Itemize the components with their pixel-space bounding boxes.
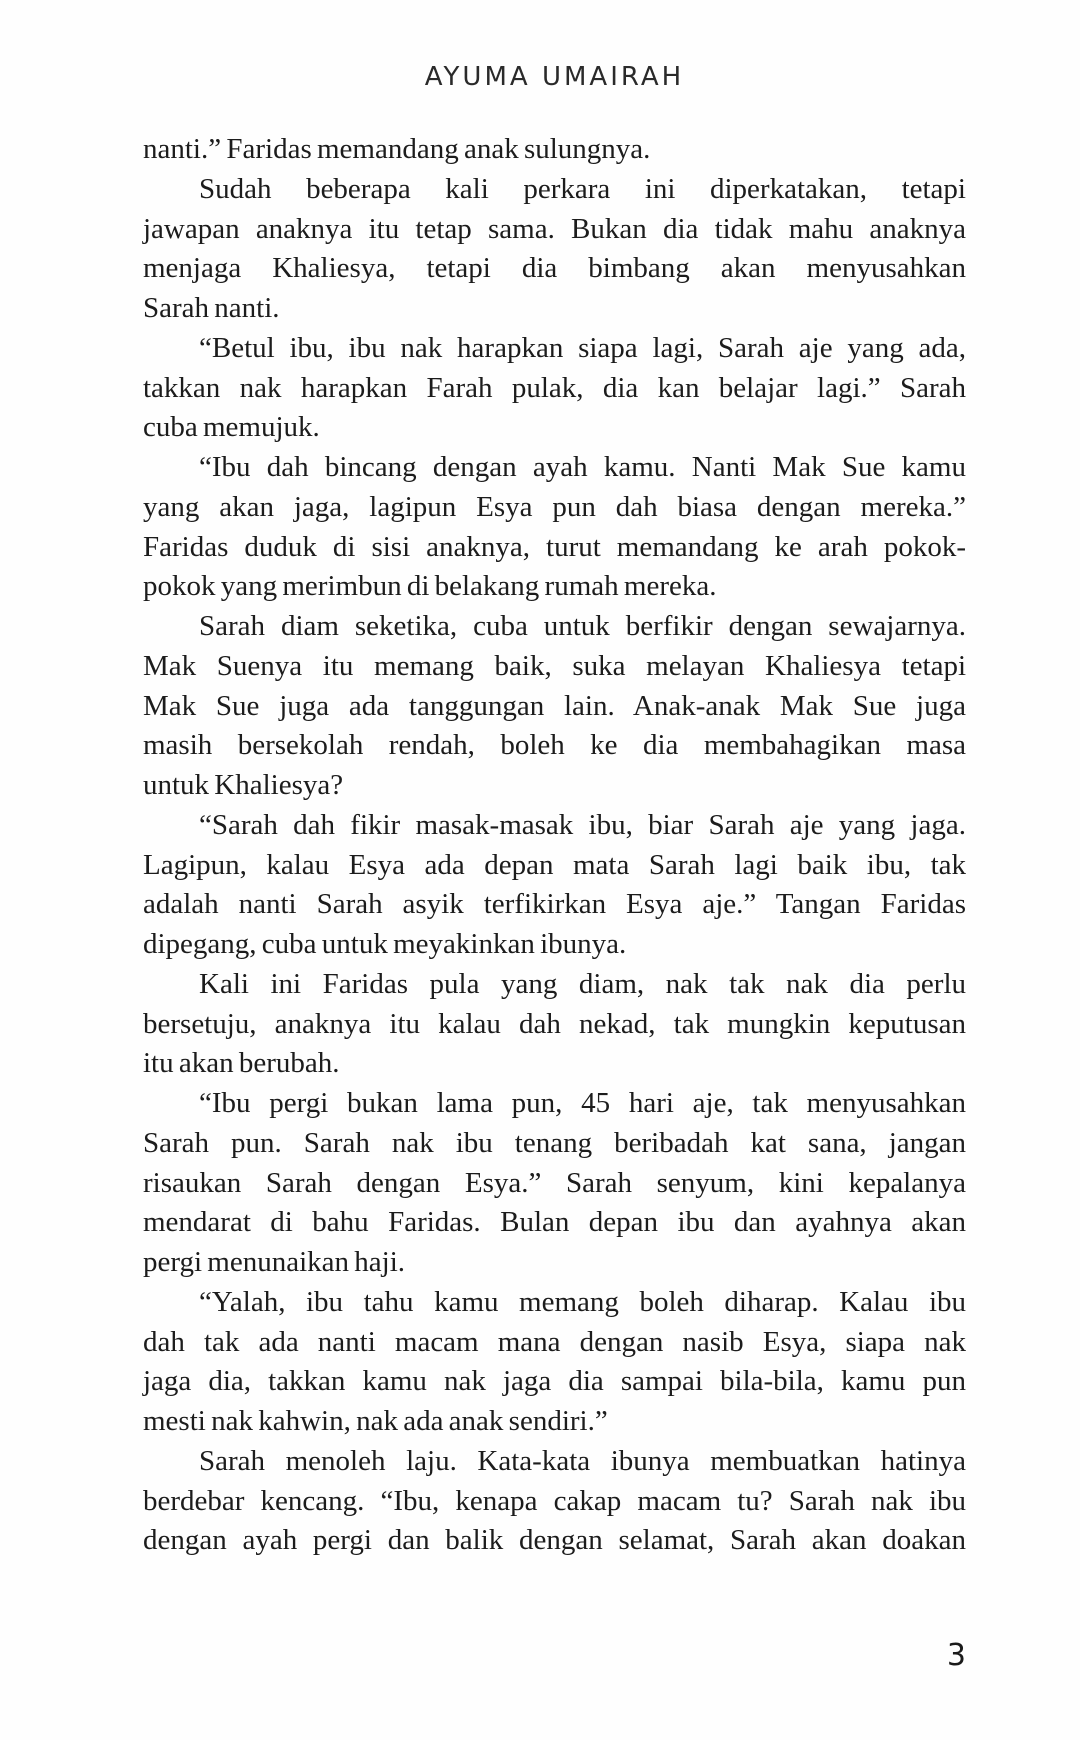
text-line: itu akan berubah. xyxy=(143,1047,340,1080)
text-line: berdebar kencang. “Ibu, kenapa cakap macam tu? Sarah nak ibu xyxy=(143,1484,966,1517)
body-text-column xyxy=(143,130,966,1561)
text-line: pergi menunaikan haji. xyxy=(143,1246,406,1278)
text-line: masih bersekolah rendah, boleh ke dia membahagikan masa xyxy=(143,729,966,762)
text-line: mesti nak kahwin, nak ada anak sendiri.” xyxy=(143,1405,608,1437)
text-line: jaga dia, takkan kamu nak jaga dia sampai bila-bila, kamu pun xyxy=(143,1365,966,1398)
text-line: risaukan Sarah dengan Esya.” Sarah senyum, kini kepalanya xyxy=(143,1166,966,1199)
text-line: “Ibu dah bincang dengan ayah kamu. Nanti Mak Sue kamu xyxy=(199,451,966,483)
page-number: 3 xyxy=(946,1638,966,1673)
text-line: Lagipun, kalau Esya ada depan mata Sarah lagi baik ibu, tak xyxy=(143,848,966,881)
text-line: menjaga Khaliesya, tetapi dia bimbang akan menyusahkan xyxy=(143,252,966,285)
text-line: takkan nak harapkan Farah pulak, dia kan belajar lagi.” Sarah xyxy=(143,371,966,404)
text-line: Faridas duduk di sisi anaknya, turut memandang ke arah pokok- xyxy=(143,530,966,563)
text-line: untuk Khaliesya? xyxy=(143,769,344,801)
text-line: Sudah beberapa kali perkara ini diperkatakan, tetapi xyxy=(199,172,966,205)
text-line: mendarat di bahu Faridas. Bulan depan ibu dan ayahnya akan xyxy=(143,1206,966,1239)
text-line: adalah nanti Sarah asyik terfikirkan Esya aje.” Tangan Faridas xyxy=(143,888,966,921)
text-line: Sarah diam seketika, cuba untuk berfikir dengan sewajarnya. xyxy=(199,610,966,642)
text-line: jawapan anaknya itu tetap sama. Bukan dia tidak mahu anaknya xyxy=(143,212,966,245)
text-line: pokok yang merimbun di belakang rumah mereka. xyxy=(143,570,717,603)
text-line: bersetuju, anaknya itu kalau dah nekad, tak mungkin keputusan xyxy=(143,1007,966,1040)
text-line: cuba memujuk. xyxy=(143,411,320,444)
text-line: Sarah pun. Sarah nak ibu tenang beribadah kat sana, jangan xyxy=(143,1126,966,1159)
text-line: “Sarah dah fikir masak-masak ibu, biar Sarah aje yang jaga. xyxy=(199,808,966,841)
text-line: Mak Suenya itu memang baik, suka melayan Khaliesya tetapi xyxy=(143,649,966,682)
text-line: dipegang, cuba untuk meyakinkan ibunya. xyxy=(143,928,627,960)
text-line: dah tak ada nanti macam mana dengan nasib Esya, siapa nak xyxy=(143,1325,966,1358)
text-line: Sarah nanti. xyxy=(143,292,280,324)
running-header-author: AYUMA UMAIRAH xyxy=(424,62,685,92)
text-line: “Yalah, ibu tahu kamu memang boleh diharap. Kalau ibu xyxy=(199,1285,966,1318)
text-line: nanti.” Faridas memandang anak sulungnya. xyxy=(143,133,651,165)
text-line: yang akan jaga, lagipun Esya pun dah biasa dengan mereka.” xyxy=(143,490,966,523)
text-line: Kali ini Faridas pula yang diam, nak tak nak dia perlu xyxy=(199,967,966,1000)
text-line: “Ibu pergi bukan lama pun, 45 hari aje, tak menyusahkan xyxy=(199,1087,966,1119)
text-line: “Betul ibu, ibu nak harapkan siapa lagi, Sarah aje yang ada, xyxy=(199,331,966,364)
text-line: dengan ayah pergi dan balik dengan selamat, Sarah akan doakan xyxy=(143,1524,966,1557)
text-line: Sarah menoleh laju. Kata-kata ibunya membuatkan hatinya xyxy=(199,1444,966,1477)
text-line: Mak Sue juga ada tanggungan lain. Anak-anak Mak Sue juga xyxy=(143,689,966,722)
